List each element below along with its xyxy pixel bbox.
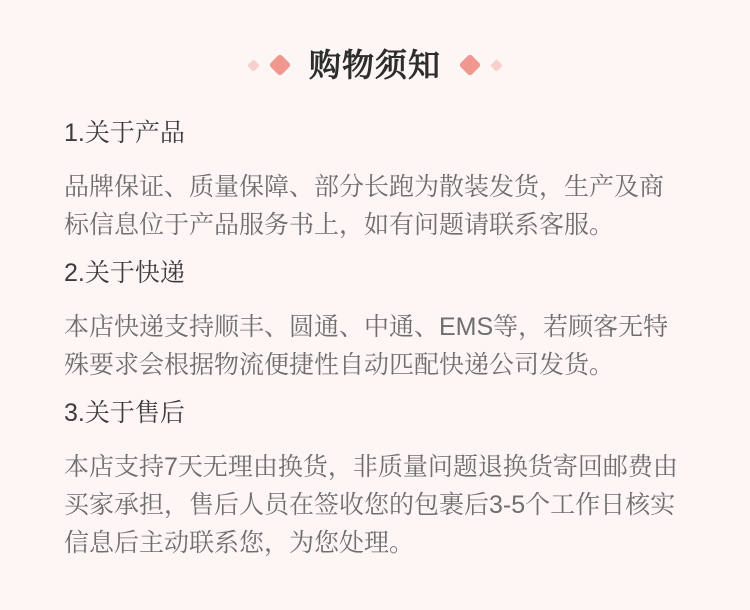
diamond-small-left-icon bbox=[247, 59, 260, 72]
notice-content bbox=[64, 118, 686, 562]
section-product bbox=[64, 118, 686, 244]
section-product-heading: 1.关于产品 bbox=[64, 119, 185, 147]
section-delivery-heading: 2.关于快递 bbox=[64, 259, 185, 287]
section-product-body: 品牌保证、质量保障、部分长跑为散装发货，生产及商标信息位于产品服务书上，如有问题请联系客服。 bbox=[64, 173, 665, 239]
section-delivery bbox=[64, 258, 686, 384]
diamond-large-left-icon bbox=[269, 54, 292, 77]
page-title-row bbox=[64, 42, 686, 88]
diamond-small-right-icon bbox=[490, 59, 503, 72]
diamond-large-right-icon bbox=[459, 54, 482, 77]
section-aftersales bbox=[64, 398, 686, 562]
section-aftersales-body: 本店支持7天无理由换货，非质量问题退换货寄回邮费由买家承担，售后人员在签收您的包裹后3-5个工作日核实信息后主动联系您，为您处理。 bbox=[64, 453, 678, 557]
page-title: 购物须知 bbox=[308, 47, 441, 83]
section-delivery-body: 本店快递支持顺丰、圆通、中通、EMS等，若顾客无特殊要求会根据物流便捷性自动匹配快递公司发货。 bbox=[64, 313, 669, 379]
section-aftersales-heading: 3.关于售后 bbox=[64, 399, 185, 427]
